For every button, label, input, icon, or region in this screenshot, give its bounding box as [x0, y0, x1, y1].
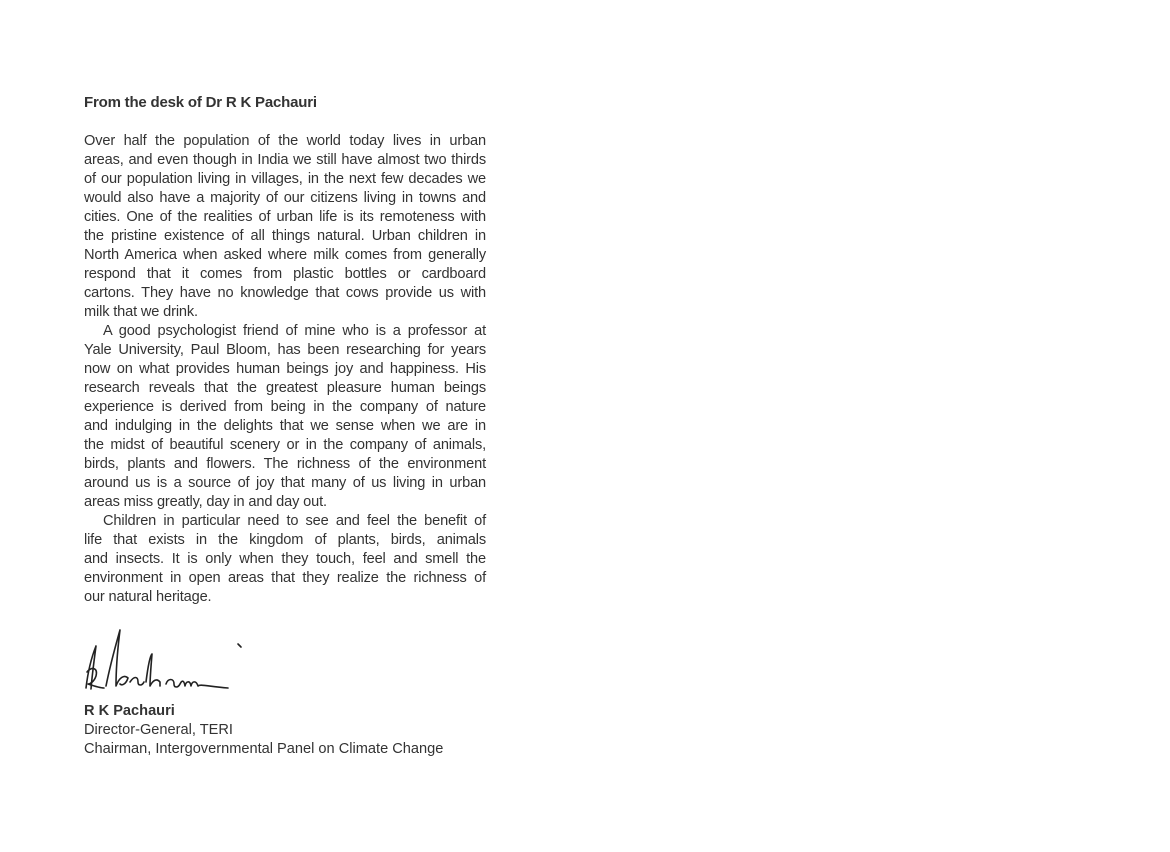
letter-body: [84, 132, 486, 607]
text-line: respond that it comes from plastic bottles or cardboard: [84, 266, 486, 282]
text-line: around us is a source of joy that many of us living in urban: [84, 475, 486, 491]
text-line: cartons. They have no knowledge that cows provide us with: [84, 285, 486, 301]
text-line: experience is derived from being in the company of nature: [84, 399, 486, 415]
letter-heading: From the desk of Dr R K Pachauri: [84, 94, 317, 111]
text-line: research reveals that the greatest pleasure human beings: [84, 380, 486, 396]
text-line: milk that we drink.: [84, 304, 198, 320]
text-line: and insects. It is only when they touch, feel and smell the: [84, 551, 486, 567]
text-line: environment in open areas that they realize the richness of: [84, 570, 486, 586]
paragraph: [84, 132, 486, 322]
text-line: North America when asked where milk comes from generally: [84, 247, 486, 263]
text-line: the midst of beautiful scenery or in the company of animals,: [84, 437, 486, 453]
signatory-title-ipcc: Chairman, Intergovernmental Panel on Climate Change: [84, 741, 444, 757]
text-line: Over half the population of the world today lives in urban: [84, 133, 486, 149]
signature-image: [82, 626, 252, 698]
text-line: life that exists in the kingdom of plants, birds, animals: [84, 532, 486, 548]
text-line: areas miss greatly, day in and day out.: [84, 494, 327, 510]
signatory-title-teri: Director-General, TERI: [84, 722, 233, 738]
signatory-name: R K Pachauri: [84, 703, 175, 719]
text-line: areas, and even though in India we still have almost two thirds: [84, 152, 486, 168]
text-line: now on what provides human beings joy and happiness. His: [84, 361, 486, 377]
paragraph: [84, 512, 486, 607]
text-line: cities. One of the realities of urban life is its remoteness with: [84, 209, 486, 225]
text-line: A good psychologist friend of mine who is a professor at: [103, 323, 486, 339]
paragraph: [84, 322, 486, 512]
text-line: birds, plants and flowers. The richness of the environment: [84, 456, 486, 472]
text-line: Children in particular need to see and feel the benefit of: [103, 513, 486, 529]
text-line: the pristine existence of all things natural. Urban children in: [84, 228, 486, 244]
text-line: would also have a majority of our citizens living in towns and: [84, 190, 486, 206]
signatory-block: [84, 702, 443, 759]
text-line: our natural heritage.: [84, 589, 212, 605]
text-line: and indulging in the delights that we sense when we are in: [84, 418, 486, 434]
text-line: of our population living in villages, in the next few decades we: [84, 171, 486, 187]
text-line: Yale University, Paul Bloom, has been researching for years: [84, 342, 486, 358]
